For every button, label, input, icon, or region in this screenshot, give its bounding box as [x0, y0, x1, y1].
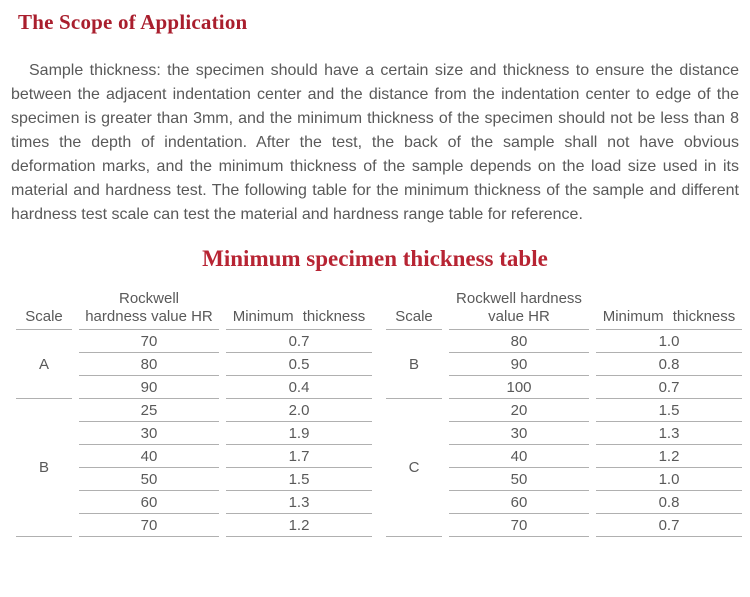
scale-group-label: B [16, 399, 72, 537]
hr-value: 50 [79, 468, 219, 491]
scale-group-label: C [386, 399, 442, 537]
thickness-value: 1.9 [226, 422, 372, 445]
specimen-thickness-tables [9, 283, 741, 537]
hr-value: 40 [79, 445, 219, 468]
thickness-value: 0.8 [596, 353, 742, 376]
table-row [386, 330, 742, 353]
scope-paragraph: Sample thickness: the specimen should have a certain size and thickness to ensure the distance between the adjacent indentation center and the distance from the indentation center to edge of the specimen is greater than 3mm, and the minimum thickness of the specimen should not be less than 8 times the depth of indentation. After the test, the back of the sample shall not have obvious deformation marks, and the minimum thickness of the sample depends on the load size used in its material and hardness test. The following table for the minimum thickness of the sample and different hardness test scale can test the material and hardness range table for reference. [11, 62, 739, 223]
thickness-value: 1.2 [596, 445, 742, 468]
table-header-row [16, 283, 372, 330]
column-header-hardness [79, 283, 219, 330]
column-header-scale: Scale [386, 283, 442, 330]
thickness-table-left [9, 283, 379, 537]
table-row [386, 399, 742, 422]
hr-value: 50 [449, 468, 589, 491]
thickness-value: 1.0 [596, 468, 742, 491]
header-line: value HR [488, 308, 550, 325]
thickness-value: 1.3 [596, 422, 742, 445]
hr-value: 30 [79, 422, 219, 445]
thickness-value: 0.7 [596, 514, 742, 537]
table-title: Minimum specimen thickness table [202, 246, 548, 271]
hr-value: 90 [79, 376, 219, 399]
thickness-value: 1.7 [226, 445, 372, 468]
thickness-value: 0.7 [596, 376, 742, 399]
table-row [16, 399, 372, 422]
hr-value: 100 [449, 376, 589, 399]
hr-value: 25 [79, 399, 219, 422]
hr-value: 90 [449, 353, 589, 376]
column-header-thickness: Minimum thickness [226, 283, 372, 330]
column-header-thickness: Minimum thickness [596, 283, 742, 330]
thickness-value: 1.5 [596, 399, 742, 422]
thickness-value: 1.0 [596, 330, 742, 353]
hr-value: 80 [79, 353, 219, 376]
column-header-scale: Scale [16, 283, 72, 330]
header-line: Rockwell [118, 290, 179, 307]
thickness-value: 0.7 [226, 330, 372, 353]
header-line: hardness value HR [85, 308, 213, 325]
table-header-row [386, 283, 742, 330]
scale-group-label: A [16, 330, 72, 399]
thickness-value: 0.8 [596, 491, 742, 514]
hr-value: 70 [79, 330, 219, 353]
scale-group-label: B [386, 330, 442, 399]
header-line: Rockwell hardness [456, 290, 582, 307]
hr-value: 70 [79, 514, 219, 537]
thickness-value: 1.3 [226, 491, 372, 514]
thickness-table-right [379, 283, 749, 537]
hr-value: 30 [449, 422, 589, 445]
thickness-value: 0.4 [226, 376, 372, 399]
hr-value: 80 [449, 330, 589, 353]
column-header-hardness [449, 283, 589, 330]
thickness-value: 1.5 [226, 468, 372, 491]
hr-value: 60 [449, 491, 589, 514]
hr-value: 60 [79, 491, 219, 514]
table-row [16, 330, 372, 353]
thickness-value: 0.5 [226, 353, 372, 376]
hr-value: 20 [449, 399, 589, 422]
thickness-value: 2.0 [226, 399, 372, 422]
thickness-value: 1.2 [226, 514, 372, 537]
hr-value: 70 [449, 514, 589, 537]
hr-value: 40 [449, 445, 589, 468]
section-heading: The Scope of Application [18, 10, 248, 34]
